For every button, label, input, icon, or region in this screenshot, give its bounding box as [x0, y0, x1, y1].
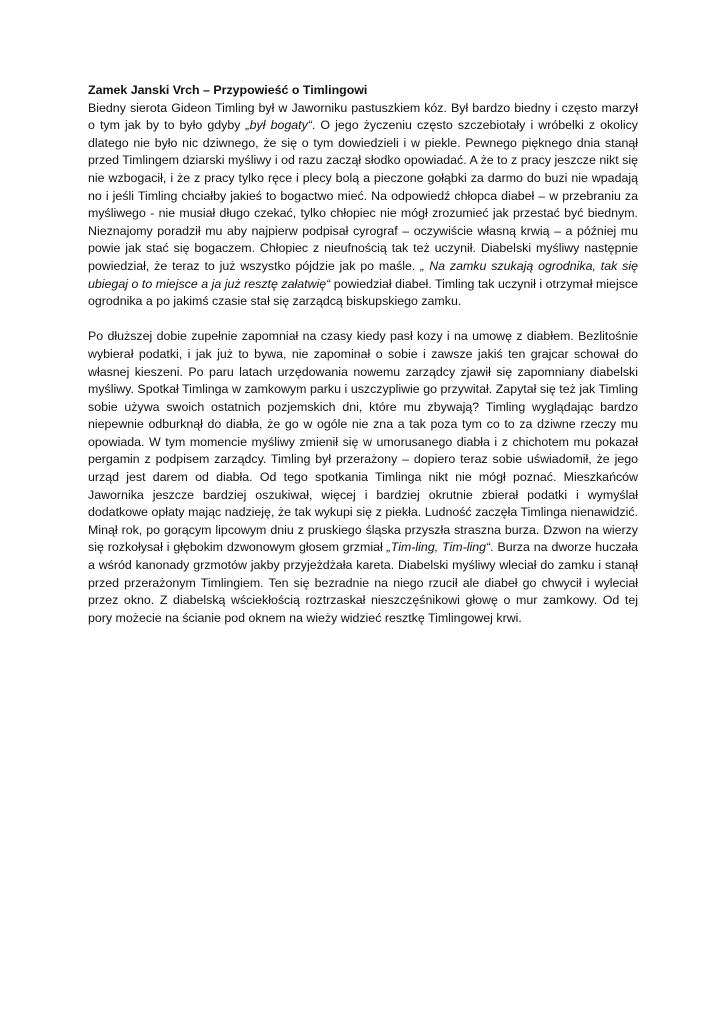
paragraph-2-text-c: . Burza na dworze huczała a wśród kanonady grzmotów jakby przyjeżdżała kareta. Diabelski myśliwy wleciał do zamku i stanął przed przerażonym Timlingiem. Ten się bezradnie na niego rzucił ale diabeł go chwycił i wyleciał przez okno. Z diabelską wściekłością roztrzaskał nieszczęśnikowi głowę o mur zamkowy. Od tej pory możecie na ścianie pod oknem na wieży widzieć resztkę Timlingowej krwi.: [88, 540, 638, 625]
paragraph-2-text-a: Po dłuższej dobie zupełnie zapomniał na czasy kiedy pasł kozy i na umowę z diabłem. Bezlitośnie wybierał podatki, i jak już to bywa, nie zapominał o sobie i zawsze jakiś ten grajcar schował do własnej kieszeni. Po paru latach urzędowania nowemu zarządcy zjawił się zapomniany diabelski myśliwy. Spotkał Timlinga w zamkowym parku i uszczypliwie go przywitał. Zapytał się też jak Timling sobie używa swoich ostatnich pozjemskich dni, które mu zbywają? Timling wyglądając bardzo niepewnie odburknął do diabła, że go w ogóle nie zna a tak poza tym co to za dziwne rzeczy mu opowiada. W tym momencie myśliwy zmienił się w umorusanego diabła i z chichotem mu pokazał pergamin z podpisem zarządcy. Timling był przerażony – dopiero teraz sobie uświadomił, że jego urząd jest darem od diabła. Od tego spotkania Timlinga nikt nie mógł poznać. Mieszkańców Jawornika jeszcze bardziej oszukiwał, więcej i bardziej okrutnie zbierał podatki i wymyślał dodatkowe opłaty mając nadzieję, że tak wykupi się z piekła. Ludność zaczęła Timlinga nienawidzić. Minął rok, po gorącym lipcowym dniu z pruskiego śląska przyszła straszna burza. Dzwon na wierzy się rozkołysał i głębokim dzwonowym głosem grzmiał: [88, 329, 638, 555]
paragraph-1-text-a: Biedny sierota Gideon Timling był w Jaworniku pastuszkiem kóz. Był bardzo biedny i często marzył o tym jak by to było gdyby: [88, 100, 638, 133]
document-title: Zamek Janski Vrch – Przypowieść o Timlingowi: [88, 83, 368, 97]
paragraph-1-text-e: powiedział diabeł. Timling tak uczynił i otrzymał miejsce ogrodnika a po jakimś czasie stał się zarządcą biskupskiego zamku.: [88, 276, 638, 309]
paragraph-1-quote-devil: „ Na zamku szukają ogrodnika, tak się ubiegaj o to miejsce a ja już resztę załatwię“: [88, 258, 639, 291]
document-page: [88, 82, 638, 627]
paragraph-1-text-c: . O jego życzeniu często szczebiotały i wróbelki z okolicy dlatego nie było nic dziwnego, że się o tym dowiedzieli i w piekle. Pewnego pięknego dnia stanął przed Timlingem dziarski myśliwy i od razu zaczął słodko opowiadać. A że to z pracy jeszcze nikt się nie wzbogacił, i że z pracy tylko ręce i plecy bolą a pieczone gołąbki za darmo do buzi nie wpadają no i jeśli Timling chciałby jakieś to bogactwo mieć. Na odpowiedź chłopca diabeł – w przebraniu za myśliwego - nie musiał długo czekać, tylko chłopiec nie mógł zrozumieć jak przestać być biednym. Nieznajomy poradził mu aby najpierw podpisał cyrograf – oczywiście własną krwią – a później mu powie jak stać się bogaczem. Chłopiec z nieufnością tak też uczynił. Diabelski myśliwy następnie powiedział, że teraz to już wszystko pójdzie jak po maśle.: [88, 118, 638, 273]
paragraph-1: [88, 100, 638, 311]
paragraph-2: [88, 328, 638, 627]
paragraph-2-quote-bell: „Tim-ling, Tim-ling“: [386, 540, 491, 555]
paragraph-1-quote-bogaty: „był bogaty“: [245, 118, 312, 133]
